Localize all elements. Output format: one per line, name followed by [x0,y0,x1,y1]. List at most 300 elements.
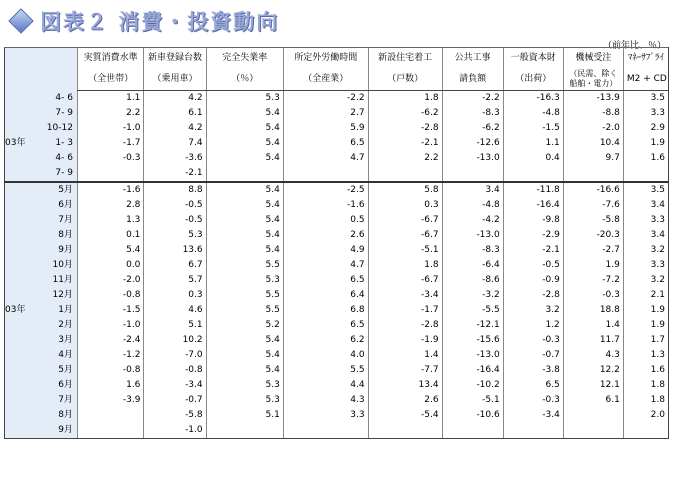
row-year [5,213,33,228]
row-period: 7- 9 [32,166,77,182]
table-cell: -3.2 [442,288,503,303]
table-cell: 3.2 [623,243,668,258]
table-cell [283,423,368,439]
table-row [5,378,669,393]
table-cell: -0.3 [563,288,623,303]
col-header-real-consumption: 実質消費水準 [77,48,144,69]
table-cell: 4.6 [144,303,206,318]
table-cell: 1.8 [368,91,442,107]
table-cell [623,166,668,182]
table-cell: 6.7 [144,258,206,273]
table-cell: 1.7 [623,333,668,348]
table-cell: -0.7 [503,348,563,363]
table-cell: -6.7 [368,273,442,288]
table-cell: 5.3 [206,393,283,408]
table-cell: 3.5 [623,182,668,198]
table-cell: 5.4 [206,228,283,243]
row-period: 8月 [32,408,77,423]
table-cell: -2.0 [77,273,144,288]
table-cell: -2.0 [563,121,623,136]
table-cell: 0.4 [503,151,563,166]
table-cell: 3.3 [283,408,368,423]
row-period: 4- 6 [32,151,77,166]
table-cell: 4.2 [144,91,206,107]
table-cell: 1.8 [623,378,668,393]
table-cell: -1.5 [77,303,144,318]
table-cell [442,423,503,439]
table-cell: 10.2 [144,333,206,348]
table-cell: 0.3 [368,198,442,213]
table-cell: -3.8 [503,363,563,378]
table-cell: 2.2 [368,151,442,166]
table-cell: 1.4 [368,348,442,363]
title-area [6,6,279,36]
table-cell: 4.3 [283,393,368,408]
row-year [5,166,33,182]
table-cell: -0.8 [144,363,206,378]
table-cell: -10.6 [442,408,503,423]
table-cell: 5.4 [206,151,283,166]
page-title: 図表２ 消費・投資動向 [40,9,280,34]
table-cell [77,166,144,182]
table-cell: -1.0 [77,318,144,333]
row-period: 7月 [32,393,77,408]
col-sub-money-supply: M2 + CD [623,68,668,91]
table-cell: 13.4 [368,378,442,393]
table-cell [563,166,623,182]
table-row [5,273,669,288]
table-cell: 3.3 [623,258,668,273]
table-cell: 2.9 [623,121,668,136]
row-year [5,243,33,258]
table-cell: 3.4 [623,228,668,243]
table-cell: -0.5 [144,198,206,213]
col-header-capital-goods: 一般資本財 [503,48,563,69]
table-cell: -0.3 [77,151,144,166]
col-header-machinery-orders: 機械受注 [563,48,623,69]
table-cell: -0.8 [77,288,144,303]
table-cell: 5.5 [283,363,368,378]
table-cell: 5.8 [368,182,442,198]
table-cell: -8.3 [442,243,503,258]
table-cell: 5.4 [206,198,283,213]
table-cell: 2.6 [368,393,442,408]
table-cell: 5.4 [206,121,283,136]
table-cell: 5.4 [206,136,283,151]
row-period: 5月 [32,182,77,198]
table-cell: 5.3 [206,91,283,107]
row-period: 4月 [32,348,77,363]
table-cell: -1.9 [368,333,442,348]
table-row [5,166,669,182]
row-period: 1月 [32,303,77,318]
table-cell: -2.8 [503,288,563,303]
table-cell: -5.5 [442,303,503,318]
row-year [5,363,33,378]
table-cell: 3.5 [623,91,668,107]
table-cell: 8.8 [144,182,206,198]
table-cell: -2.2 [442,91,503,107]
table-cell: -12.1 [442,318,503,333]
table-row [5,408,669,423]
table-cell: 5.4 [206,348,283,363]
table-cell: 1.8 [623,393,668,408]
table-cell: 12.2 [563,363,623,378]
row-period: 10-12 [32,121,77,136]
table-cell: 2.6 [283,228,368,243]
table-row [5,393,669,408]
table-cell: -13.9 [563,91,623,107]
table-cell: 5.1 [206,408,283,423]
table-cell: 6.5 [283,318,368,333]
table-cell: -2.1 [144,166,206,182]
table-cell: -2.7 [563,243,623,258]
table-cell [283,166,368,182]
table-cell: 4.0 [283,348,368,363]
table-cell: -16.4 [503,198,563,213]
table-cell [623,423,668,439]
row-year [5,121,33,136]
table-cell: 12.1 [563,378,623,393]
table-cell: -2.1 [368,136,442,151]
table-cell: -3.9 [77,393,144,408]
row-year [5,273,33,288]
table-row [5,333,669,348]
row-period: 11月 [32,273,77,288]
table-cell: 3.2 [623,273,668,288]
table-cell: -0.8 [77,363,144,378]
table-cell: -16.4 [442,363,503,378]
table-cell: -6.4 [442,258,503,273]
row-period: 9月 [32,243,77,258]
table-cell: -1.6 [283,198,368,213]
table-cell [368,423,442,439]
table-cell: -3.4 [503,408,563,423]
table-cell: -13.0 [442,151,503,166]
table-cell: -2.8 [368,121,442,136]
table-cell: 4.3 [563,348,623,363]
row-period: 6月 [32,378,77,393]
table-row [5,258,669,273]
table-cell: -0.9 [503,273,563,288]
col-sub-new-car-registrations: （乗用車） [144,68,206,91]
table-header [5,48,669,91]
row-year [5,333,33,348]
row-period: 2月 [32,318,77,333]
table-cell: 7.4 [144,136,206,151]
table-cell: 4.9 [283,243,368,258]
table-row [5,106,669,121]
table-cell: 5.3 [206,378,283,393]
row-period: 3月 [32,333,77,348]
table-row [5,348,669,363]
row-year [5,198,33,213]
table-cell: -1.6 [77,182,144,198]
table-cell: 6.5 [283,136,368,151]
table-cell: -0.7 [144,393,206,408]
table-cell: -5.8 [144,408,206,423]
table-cell: 3.3 [623,106,668,121]
table-cell: 5.7 [144,273,206,288]
table-cell: 1.1 [77,91,144,107]
table-cell: -4.2 [442,213,503,228]
row-year [5,348,33,363]
table-cell [563,408,623,423]
row-year [5,408,33,423]
col-sub-capital-goods: （出荷） [503,68,563,91]
table-row [5,363,669,378]
table-cell: 1.9 [563,258,623,273]
table-cell: -8.6 [442,273,503,288]
table-cell: 2.0 [623,408,668,423]
table-cell: -2.5 [283,182,368,198]
row-year [5,258,33,273]
table-cell: 10.4 [563,136,623,151]
table-cell: 0.5 [283,213,368,228]
diamond-bullet-icon [8,8,33,33]
row-year [5,423,33,439]
table-cell: 1.1 [503,136,563,151]
table-cell: -7.2 [563,273,623,288]
table-cell: -2.1 [503,243,563,258]
table-cell: 1.9 [623,303,668,318]
table-cell [77,423,144,439]
col-sub-public-works: 請負額 [442,68,503,91]
table-cell: 5.5 [206,303,283,318]
table-cell: 5.2 [206,318,283,333]
table-row [5,303,669,318]
table-cell: 5.4 [206,213,283,228]
table-cell: -13.0 [442,348,503,363]
table-cell: -1.2 [77,348,144,363]
stub-header [5,48,78,91]
table-cell: 13.6 [144,243,206,258]
table-row [5,423,669,439]
row-year [5,182,33,198]
table-cell: 5.4 [206,363,283,378]
table-cell: 1.9 [623,318,668,333]
table-row [5,136,669,151]
table-cell [206,423,283,439]
table-cell: 6.4 [283,288,368,303]
quarterly-section [5,91,669,183]
table-cell: 5.4 [206,243,283,258]
row-period: 12月 [32,288,77,303]
col-sub-real-consumption: （全世帯） [77,68,144,91]
table-cell: 1.3 [623,348,668,363]
table-cell: 4.7 [283,151,368,166]
row-year [5,106,33,121]
table-row [5,243,669,258]
row-period: 5月 [32,363,77,378]
table-cell: 6.1 [144,106,206,121]
table-cell: -2.2 [283,91,368,107]
table-row [5,288,669,303]
col-header-public-works: 公共工事 [442,48,503,69]
row-year [5,91,33,107]
table-cell: 0.3 [144,288,206,303]
table-row [5,228,669,243]
row-year [5,151,33,166]
col-sub-overtime-hours: （全産業） [283,68,368,91]
row-year [5,378,33,393]
col-sub-unemployment-rate: （％） [206,68,283,91]
table-cell: -6.2 [368,106,442,121]
table-cell: 5.3 [144,228,206,243]
row-period: 7- 9 [32,106,77,121]
table-cell: -4.8 [503,106,563,121]
table-cell: -7.7 [368,363,442,378]
table-cell: -6.7 [368,228,442,243]
table-cell: 6.2 [283,333,368,348]
col-header-unemployment-rate: 完全失業率 [206,48,283,69]
table-cell: 2.1 [623,288,668,303]
table-cell [503,166,563,182]
table-cell: 1.8 [368,258,442,273]
table-cell: -1.7 [77,136,144,151]
row-year: 03年 [5,303,33,318]
table-cell: -1.5 [503,121,563,136]
table-cell: -8.8 [563,106,623,121]
table-row [5,151,669,166]
table-cell: -13.0 [442,228,503,243]
table-cell: -0.5 [503,258,563,273]
row-year: 03年 [5,136,33,151]
table-cell [503,423,563,439]
row-period: 4- 6 [32,91,77,107]
table-row [5,121,669,136]
table-cell: -16.3 [503,91,563,107]
unit-label: （前年比、％） [602,41,666,51]
table-cell [206,166,283,182]
row-year [5,228,33,243]
table-cell: 2.8 [77,198,144,213]
table-cell: 5.4 [206,106,283,121]
col-sub-housing-starts: （戸数） [368,68,442,91]
table-cell: 2.7 [283,106,368,121]
table-cell: 5.5 [206,288,283,303]
consumption-investment-table [4,47,669,439]
col-header-money-supply: ﾏﾈｰｻﾌﾟﾗｲ [623,48,668,69]
table-cell: 0.0 [77,258,144,273]
table-cell: 5.3 [206,273,283,288]
row-period: 6月 [32,198,77,213]
table-cell: -2.4 [77,333,144,348]
table-cell: 3.3 [623,213,668,228]
table-cell: 18.8 [563,303,623,318]
table-cell: 9.7 [563,151,623,166]
table-cell: -0.3 [503,393,563,408]
table-cell: -10.2 [442,378,503,393]
table-cell [77,408,144,423]
table-cell: -5.4 [368,408,442,423]
table-row [5,198,669,213]
table-cell: 5.9 [283,121,368,136]
row-year [5,288,33,303]
row-period: 10月 [32,258,77,273]
table-cell: -11.8 [503,182,563,198]
col-header-overtime-hours: 所定外労働時間 [283,48,368,69]
col-header-new-car-registrations: 新車登録台数 [144,48,206,69]
table-cell: 1.6 [77,378,144,393]
table-cell: -1.7 [368,303,442,318]
table-cell: 4.4 [283,378,368,393]
table-cell: -1.0 [77,121,144,136]
table-cell: 0.1 [77,228,144,243]
table-cell: 1.6 [623,151,668,166]
table-cell: -2.8 [368,318,442,333]
table-cell: 4.2 [144,121,206,136]
table-cell: 5.4 [206,333,283,348]
row-year [5,393,33,408]
table-cell: -3.4 [144,378,206,393]
table-cell: 1.2 [503,318,563,333]
table-cell: -9.8 [503,213,563,228]
table-row [5,318,669,333]
table-cell: 3.4 [623,198,668,213]
row-period: 7月 [32,213,77,228]
table-cell: -16.6 [563,182,623,198]
table-cell: -5.8 [563,213,623,228]
table-row [5,182,669,198]
table-cell: -8.3 [442,106,503,121]
table-cell: -5.1 [442,393,503,408]
table-cell: -20.3 [563,228,623,243]
table-cell: -12.6 [442,136,503,151]
table-cell: 11.7 [563,333,623,348]
table-cell: -0.5 [144,213,206,228]
table-cell [563,423,623,439]
table-cell: -4.8 [442,198,503,213]
row-year [5,318,33,333]
table-cell: 3.4 [442,182,503,198]
table-cell: 6.5 [283,273,368,288]
table-cell: -5.1 [368,243,442,258]
table-cell: -2.9 [503,228,563,243]
table-cell: 6.8 [283,303,368,318]
table-cell: -3.6 [144,151,206,166]
table-row [5,91,669,107]
table-cell: -7.6 [563,198,623,213]
row-period: 1- 3 [32,136,77,151]
table-cell: 3.2 [503,303,563,318]
table-cell: -7.0 [144,348,206,363]
table-cell: 5.1 [144,318,206,333]
table-cell: 5.5 [206,258,283,273]
col-sub-machinery-orders: （民需、除く船舶・電力） [563,68,623,91]
table-cell: -6.7 [368,213,442,228]
table-cell: -15.6 [442,333,503,348]
table-row [5,213,669,228]
table-cell: -6.2 [442,121,503,136]
table-cell: 6.1 [563,393,623,408]
table-cell [442,166,503,182]
table-cell [368,166,442,182]
table-cell: 5.4 [77,243,144,258]
col-header-housing-starts: 新設住宅着工 [368,48,442,69]
table-cell: -1.0 [144,423,206,439]
table-cell: 5.4 [206,182,283,198]
table-cell: 1.3 [77,213,144,228]
row-period: 8月 [32,228,77,243]
row-period: 9月 [32,423,77,439]
table-cell: 4.7 [283,258,368,273]
table-cell: 2.2 [77,106,144,121]
table-cell: 1.4 [563,318,623,333]
monthly-section [5,182,669,439]
table-cell: 6.5 [503,378,563,393]
table-cell: 1.6 [623,363,668,378]
